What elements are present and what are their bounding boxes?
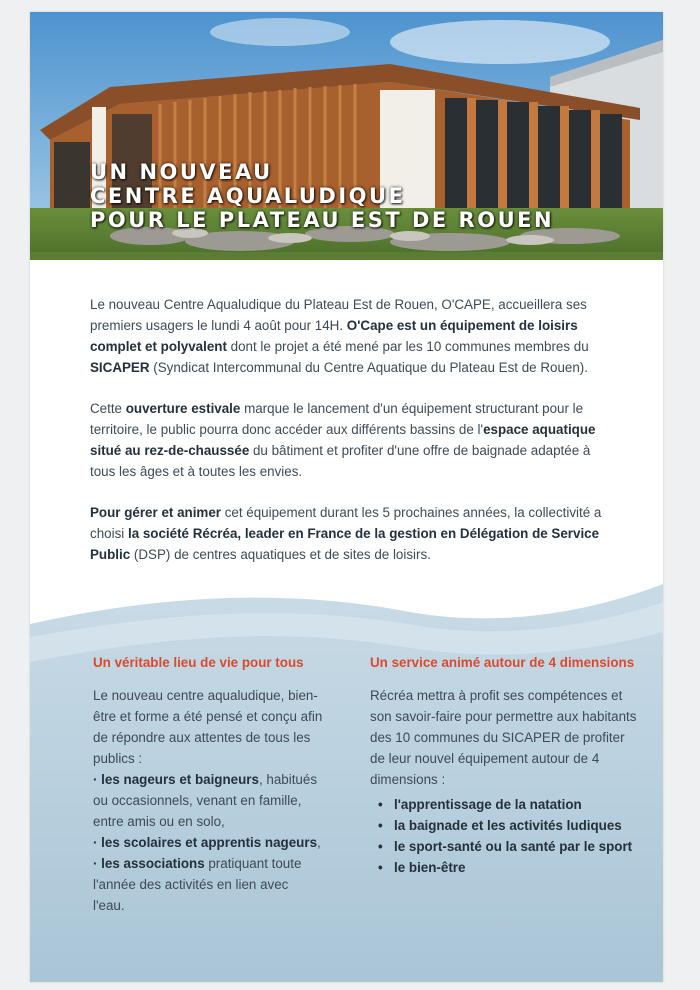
text: , habitués ou occasionnels, venant en famille, entre amis ou en solo, [93,772,318,829]
text: cet équipement durant les 5 prochaines années, la collectivité a choisi [90,505,602,541]
hero-title [90,160,554,232]
brochure-page [30,12,663,982]
text-bold: espace aquatique situé au rez-de-chaussée [90,422,596,458]
text-bold: · les nageurs et baigneurs [93,772,259,787]
text: (Syndicat Intercommunal du Centre Aquatique du Plateau Est de Rouen). [149,360,588,375]
column-text [93,685,323,916]
column-service-anime [370,652,640,878]
hero-title-line: POUR LE PLATEAU EST DE ROUEN [90,208,555,232]
intro-text [90,294,610,585]
hero-photo [30,12,663,260]
column-lieu-de-vie [93,652,323,916]
text: Le nouveau Centre Aqualudique du Plateau Est de Rouen, O'CAPE, accueillera ses premiers usagers le lundi 4 août pour 14H. [90,297,587,333]
dimensions-list [370,794,640,878]
text-bold: O'Cape est un équipement de loisirs complet et polyvalent [90,318,578,354]
intro-paragraph-1 [90,294,610,378]
text: marque le lancement d'un équipement structurant pour le territoire, le public pourra donc accéder aux différents bassins de l' [90,401,584,437]
list-item: • l'apprentissage de la natation [394,794,640,815]
text: Le nouveau centre aqualudique, bien-être et forme a été pensé et conçu afin de répondre aux attentes de tous les publics : [93,688,323,766]
column-text: Récréa mettra à profit ses compétences et son savoir-faire pour permettre aux habitants des 10 communes du SICAPER de profiter de leur nouvel équipement autour de 4 dimensions : [370,688,637,787]
text: Cette [90,401,126,416]
list-item: • le bien-être [394,857,640,878]
text-bold: ouverture estivale [125,401,241,416]
column-heading: Un véritable lieu de vie pour tous [93,655,304,670]
intro-paragraph-2 [90,398,610,482]
text: (DSP) de centres aquatiques et de sites de loisirs. [130,547,431,562]
text-bold: la société Récréa, leader en France de la gestion en Délégation de Service Public [90,526,600,562]
text-bold: SICAPER [90,360,150,375]
text-bold: · les associations [93,856,205,871]
text: , [317,835,321,850]
intro-paragraph-3 [90,502,610,565]
column-heading: Un service animé autour de 4 dimensions [370,655,635,670]
text: du bâtiment et profiter d'une offre de baignade adaptée à tous les âges et à toutes les envies. [90,443,591,479]
hero-title-line: UN NOUVEAU [90,160,273,184]
text-bold: Pour gérer et animer [90,505,221,520]
list-item: • la baignade et les activités ludiques [394,815,640,836]
list-item: • le sport-santé ou la santé par le sport [394,836,640,857]
text: dont le projet a été mené par les 10 communes membres du [226,339,589,354]
hero-title-line: CENTRE AQUALUDIQUE [90,184,406,208]
text-bold: · les scolaires et apprentis nageurs [93,835,318,850]
text: pratiquant toute l'année des activités en lien avec l'eau. [93,856,302,913]
